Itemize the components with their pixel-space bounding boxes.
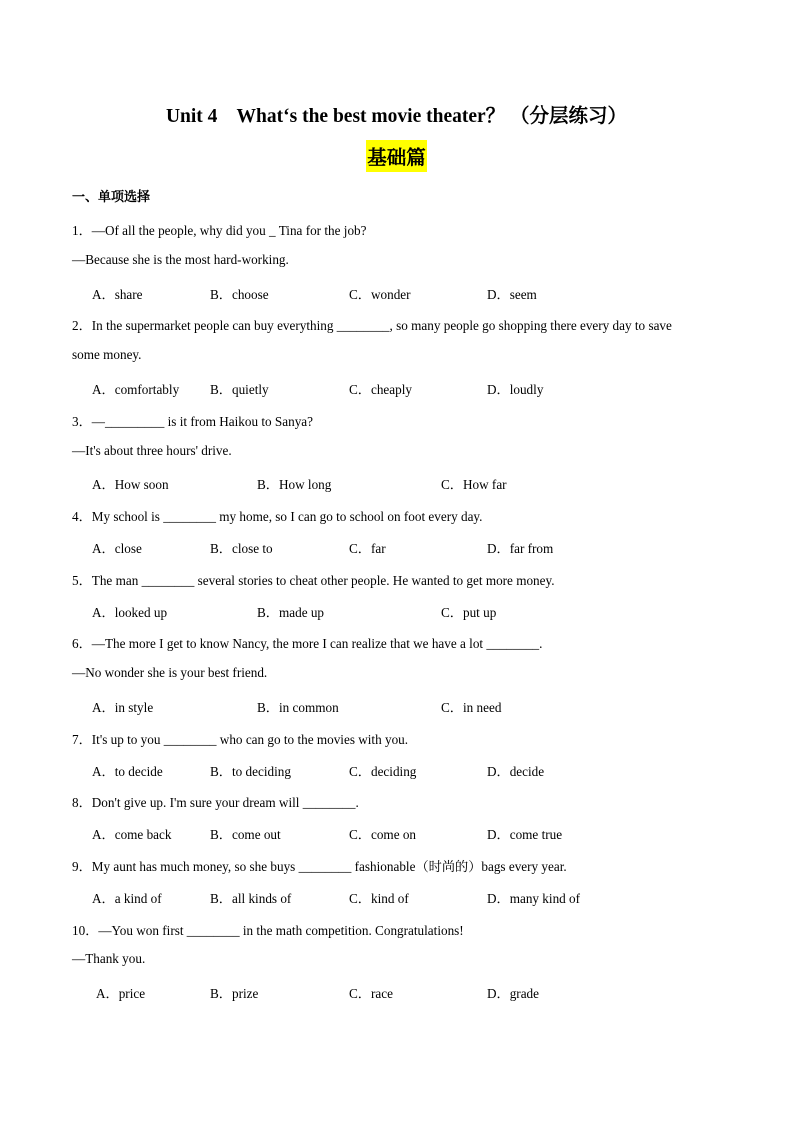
option-d: D．far from	[487, 541, 554, 556]
question-6-reply: —No wonder she is your best friend.	[72, 665, 268, 680]
option-c: C．race	[349, 986, 393, 1001]
option-b: B．all kinds of	[210, 891, 292, 906]
option-a: A．How soon	[92, 477, 169, 492]
option-c: C．How far	[441, 477, 507, 492]
option-a: A．to decide	[92, 764, 163, 779]
option-b: B．prize	[210, 986, 259, 1001]
question-1-text: 1．—Of all the people, why did you _ Tina for the job?	[72, 223, 367, 238]
option-b: B．quietly	[210, 382, 269, 397]
option-b: B．choose	[210, 287, 269, 302]
option-b: B．in common	[257, 700, 339, 715]
option-a: A．looked up	[92, 605, 168, 620]
question-9-text: 9．My aunt has much money, so she buys ________ fashionable（时尚的）bags every year.	[72, 859, 567, 874]
option-a: A．in style	[92, 700, 154, 715]
question-5-text: 5．The man ________ several stories to cheat other people. He wanted to get more money.	[72, 573, 555, 588]
option-a: A．comfortably	[92, 382, 180, 397]
option-b: B．made up	[257, 605, 325, 620]
question-3-reply: —It's about three hours' drive.	[72, 443, 232, 458]
option-d: D．grade	[487, 986, 539, 1001]
option-d: D．come true	[487, 827, 563, 842]
question-6-text: 6．—The more I get to know Nancy, the more I can realize that we have a lot ________.	[72, 636, 543, 651]
option-c: C．come on	[349, 827, 417, 842]
option-c: C．cheaply	[349, 382, 412, 397]
option-d: D．loudly	[487, 382, 544, 397]
question-2-text: 2．In the supermarket people can buy everything ________, so many people go shopping there every day to save	[72, 318, 672, 333]
question-1-reply: —Because she is the most hard-working.	[72, 252, 289, 267]
subtitle-highlight: 基础篇	[366, 140, 427, 172]
question-3-text: 3．—_________ is it from Haikou to Sanya?	[72, 414, 314, 429]
question-7-text: 7．It's up to you ________ who can go to the movies with you.	[72, 732, 409, 747]
option-b: B．come out	[210, 827, 281, 842]
option-a: A．close	[92, 541, 142, 556]
option-c: C．far	[349, 541, 386, 556]
question-4-text: 4．My school is ________ my home, so I can go to school on foot every day.	[72, 509, 483, 524]
option-d: D．decide	[487, 764, 545, 779]
option-c: C．put up	[441, 605, 497, 620]
option-d: D．many kind of	[487, 891, 581, 906]
option-c: C．deciding	[349, 764, 417, 779]
option-b: B．How long	[257, 477, 332, 492]
option-a: A．price	[96, 986, 146, 1001]
option-c: C．kind of	[349, 891, 409, 906]
question-8-text: 8．Don't give up. I'm sure your dream will ________.	[72, 795, 359, 810]
question-2-text-cont: some money.	[72, 347, 142, 362]
option-c: C．in need	[441, 700, 502, 715]
question-10-text: 10．—You won first ________ in the math competition. Congratulations!	[72, 923, 464, 938]
question-10-reply: —Thank you.	[72, 951, 146, 966]
option-a: A．come back	[92, 827, 172, 842]
option-b: B．close to	[210, 541, 273, 556]
option-a: A．a kind of	[92, 891, 162, 906]
option-b: B．to deciding	[210, 764, 291, 779]
page-title: Unit 4 What‘s the best movie theater？ （分层练习）	[165, 106, 628, 127]
option-c: C．wonder	[349, 287, 411, 302]
option-a: A．share	[92, 287, 143, 302]
section-heading: 一、单项选择	[72, 190, 151, 205]
option-d: D．seem	[487, 287, 537, 302]
